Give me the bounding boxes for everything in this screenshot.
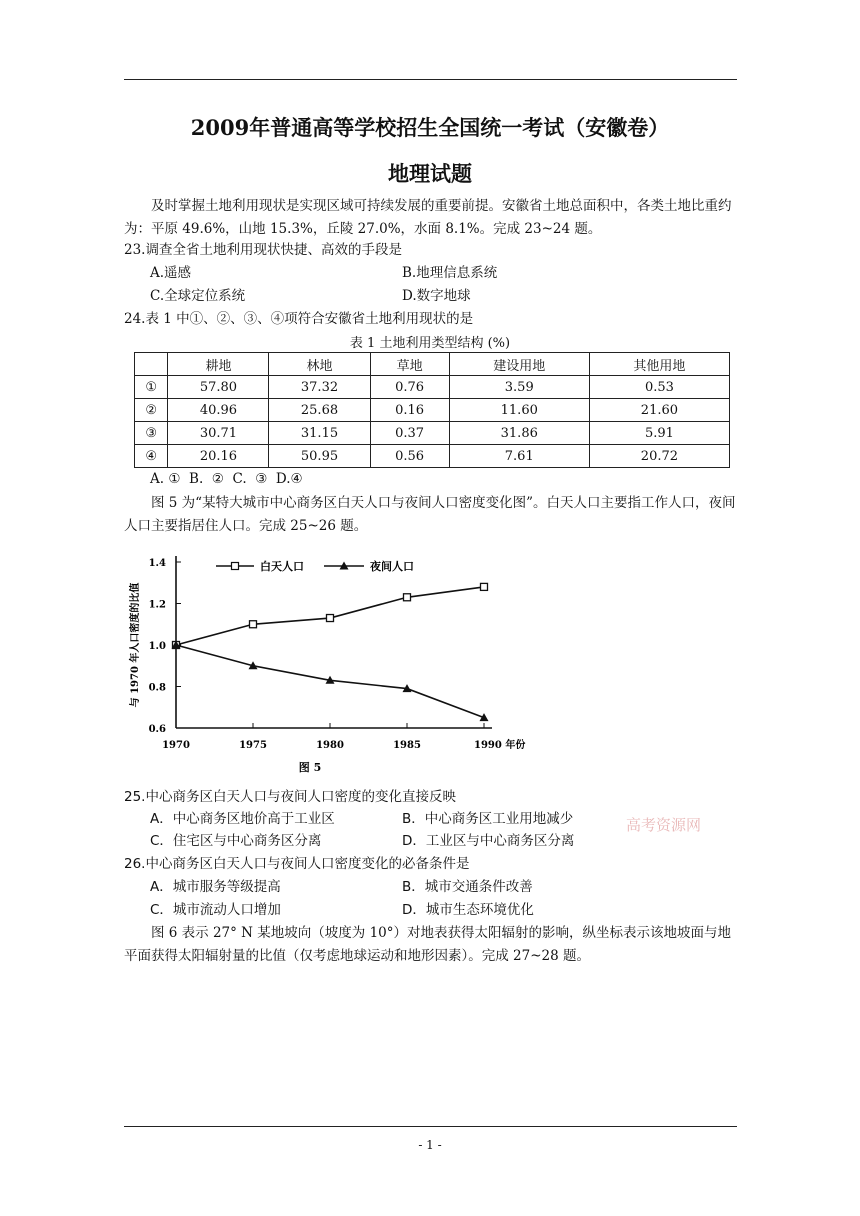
data-point-day <box>250 621 257 628</box>
table-header-row <box>135 353 730 376</box>
table-cell: 0.53 <box>589 376 729 399</box>
table-cell: 20.72 <box>589 445 729 468</box>
table-cell: 7.61 <box>449 445 589 468</box>
table-cell: ① <box>135 376 168 399</box>
y-tick-label: 1.0 <box>148 641 166 652</box>
table-row <box>135 376 730 399</box>
q23-option-d: D.数字地球 <box>402 288 471 304</box>
q25-option-b: B．中心商务区工业用地减少 <box>402 811 574 827</box>
land-use-table <box>134 352 730 468</box>
intro-25-26-text: 图 5 为“某特大城市中心商务区白天人口与夜间人口密度变化图”。白天人口主要指工作人口，夜间人口主要指居住人口。完成 25~26 题。 <box>124 495 736 534</box>
table-cell: 0.37 <box>370 422 449 445</box>
table-cell: 21.60 <box>589 399 729 422</box>
q26-stem: 26.中心商务区白天人口与夜间人口密度变化的必备条件是 <box>124 856 470 872</box>
data-point-day <box>327 615 334 622</box>
q26-option-a: A．城市服务等级提高 <box>150 879 281 895</box>
table-cell: 11.60 <box>449 399 589 422</box>
q23-option-b: B.地理信息系统 <box>402 265 498 281</box>
y-axis-label: 与 1970 年人口密度的比值 <box>130 582 141 708</box>
table-header-cell <box>135 353 168 376</box>
intro-27-28 <box>124 922 737 968</box>
q26-option-d: D．城市生态环境优化 <box>402 902 534 918</box>
table-header-cell: 林地 <box>269 353 370 376</box>
data-point-day <box>481 583 488 590</box>
table-cell: 0.16 <box>370 399 449 422</box>
figure-caption: 图 5 <box>298 761 322 774</box>
table-cell: 30.71 <box>168 422 269 445</box>
exam-subtitle: 地理试题 <box>388 161 472 186</box>
intro-27-28-text: 图 6 表示 27° N 某地坡向（坡度为 10°）对地表获得太阳辐射的影响，纵坐标表示该地坡面与地平面获得太阳辐射量的比值（仅考虑地球运动和地形因素）。完成 27~28 题。 <box>124 925 732 964</box>
chart-ticks <box>128 558 525 774</box>
intro-25-26 <box>124 492 737 538</box>
table-cell: ④ <box>135 445 168 468</box>
table-cell: 3.59 <box>449 376 589 399</box>
table-header-cell: 草地 <box>370 353 449 376</box>
q23-option-c: C.全球定位系统 <box>150 288 246 304</box>
legend-label-night: 夜间人口 <box>370 560 414 573</box>
q23-stem: 23.调查全省土地利用现状快捷、高效的手段是 <box>124 242 402 258</box>
table1-caption: 表 1 土地利用类型结构 (%) <box>349 336 511 351</box>
q23-option-a: A.遥感 <box>150 265 192 281</box>
table-cell: ③ <box>135 422 168 445</box>
table-row <box>135 445 730 468</box>
q24-options: A. ① B. ② C. ③ D.④ <box>150 471 303 487</box>
q25-stem: 25.中心商务区白天人口与夜间人口密度的变化直接反映 <box>124 789 456 805</box>
y-tick-label: 1.2 <box>148 599 166 611</box>
table-cell: 40.96 <box>168 399 269 422</box>
q25-option-a: A．中心商务区地价高于工业区 <box>150 811 335 827</box>
table-cell: 57.80 <box>168 376 269 399</box>
q25-option-c: C．住宅区与中心商务区分离 <box>150 833 322 849</box>
figure-5-chart <box>124 548 526 780</box>
y-tick-label: 1.4 <box>148 558 166 569</box>
x-tick-label: 1980 <box>316 740 344 751</box>
table-row <box>135 399 730 422</box>
table-cell: 20.16 <box>168 445 269 468</box>
q26-option-b: B．城市交通条件改善 <box>402 879 533 895</box>
table-header-cell: 建设用地 <box>449 353 589 376</box>
legend-marker-day <box>232 563 239 570</box>
chart-legend <box>216 559 414 573</box>
table-cell: 31.15 <box>269 422 370 445</box>
y-tick-label: 0.6 <box>148 724 166 735</box>
page-number: - 1 - <box>418 1138 442 1152</box>
table-row <box>135 422 730 445</box>
intro-23-24-text: 及时掌握土地利用现状是实现区域可持续发展的重要前提。安徽省土地总面积中，各类土地比重约为：平原 49.6%，山地 15.3%，丘陵 27.0%，水面 8.1%。完成 23~24 题。 <box>124 198 732 237</box>
table-cell: 37.32 <box>269 376 370 399</box>
table-cell: ② <box>135 399 168 422</box>
table-cell: 31.86 <box>449 422 589 445</box>
table-header-cell: 其他用地 <box>589 353 729 376</box>
x-tick-label: 1975 <box>239 740 267 751</box>
top-rule <box>124 79 737 80</box>
chart-series <box>172 583 489 721</box>
table-cell: 0.56 <box>370 445 449 468</box>
x-tick-label: 1970 <box>162 740 190 751</box>
watermark: 高考资源网 <box>626 816 702 834</box>
exam-title: 2009年普通高等学校招生全国统一考试（安徽卷） <box>190 115 670 140</box>
table-cell: 50.95 <box>269 445 370 468</box>
table-header-cell: 耕地 <box>168 353 269 376</box>
intro-23-24 <box>124 195 737 241</box>
q26-option-c: C．城市流动人口增加 <box>150 902 281 918</box>
table-cell: 0.76 <box>370 376 449 399</box>
table-cell: 5.91 <box>589 422 729 445</box>
bottom-rule <box>124 1126 737 1127</box>
x-tick-label: 1990 年份 <box>474 740 526 751</box>
x-tick-label: 1985 <box>393 740 421 751</box>
q24-stem: 24.表 1 中①、②、③、④项符合安徽省土地利用现状的是 <box>124 311 474 327</box>
q25-option-d: D．工业区与中心商务区分离 <box>402 833 575 849</box>
data-point-day <box>404 594 411 601</box>
legend-label-day: 白天人口 <box>260 560 304 573</box>
y-tick-label: 0.8 <box>148 682 166 694</box>
table-cell: 25.68 <box>269 399 370 422</box>
